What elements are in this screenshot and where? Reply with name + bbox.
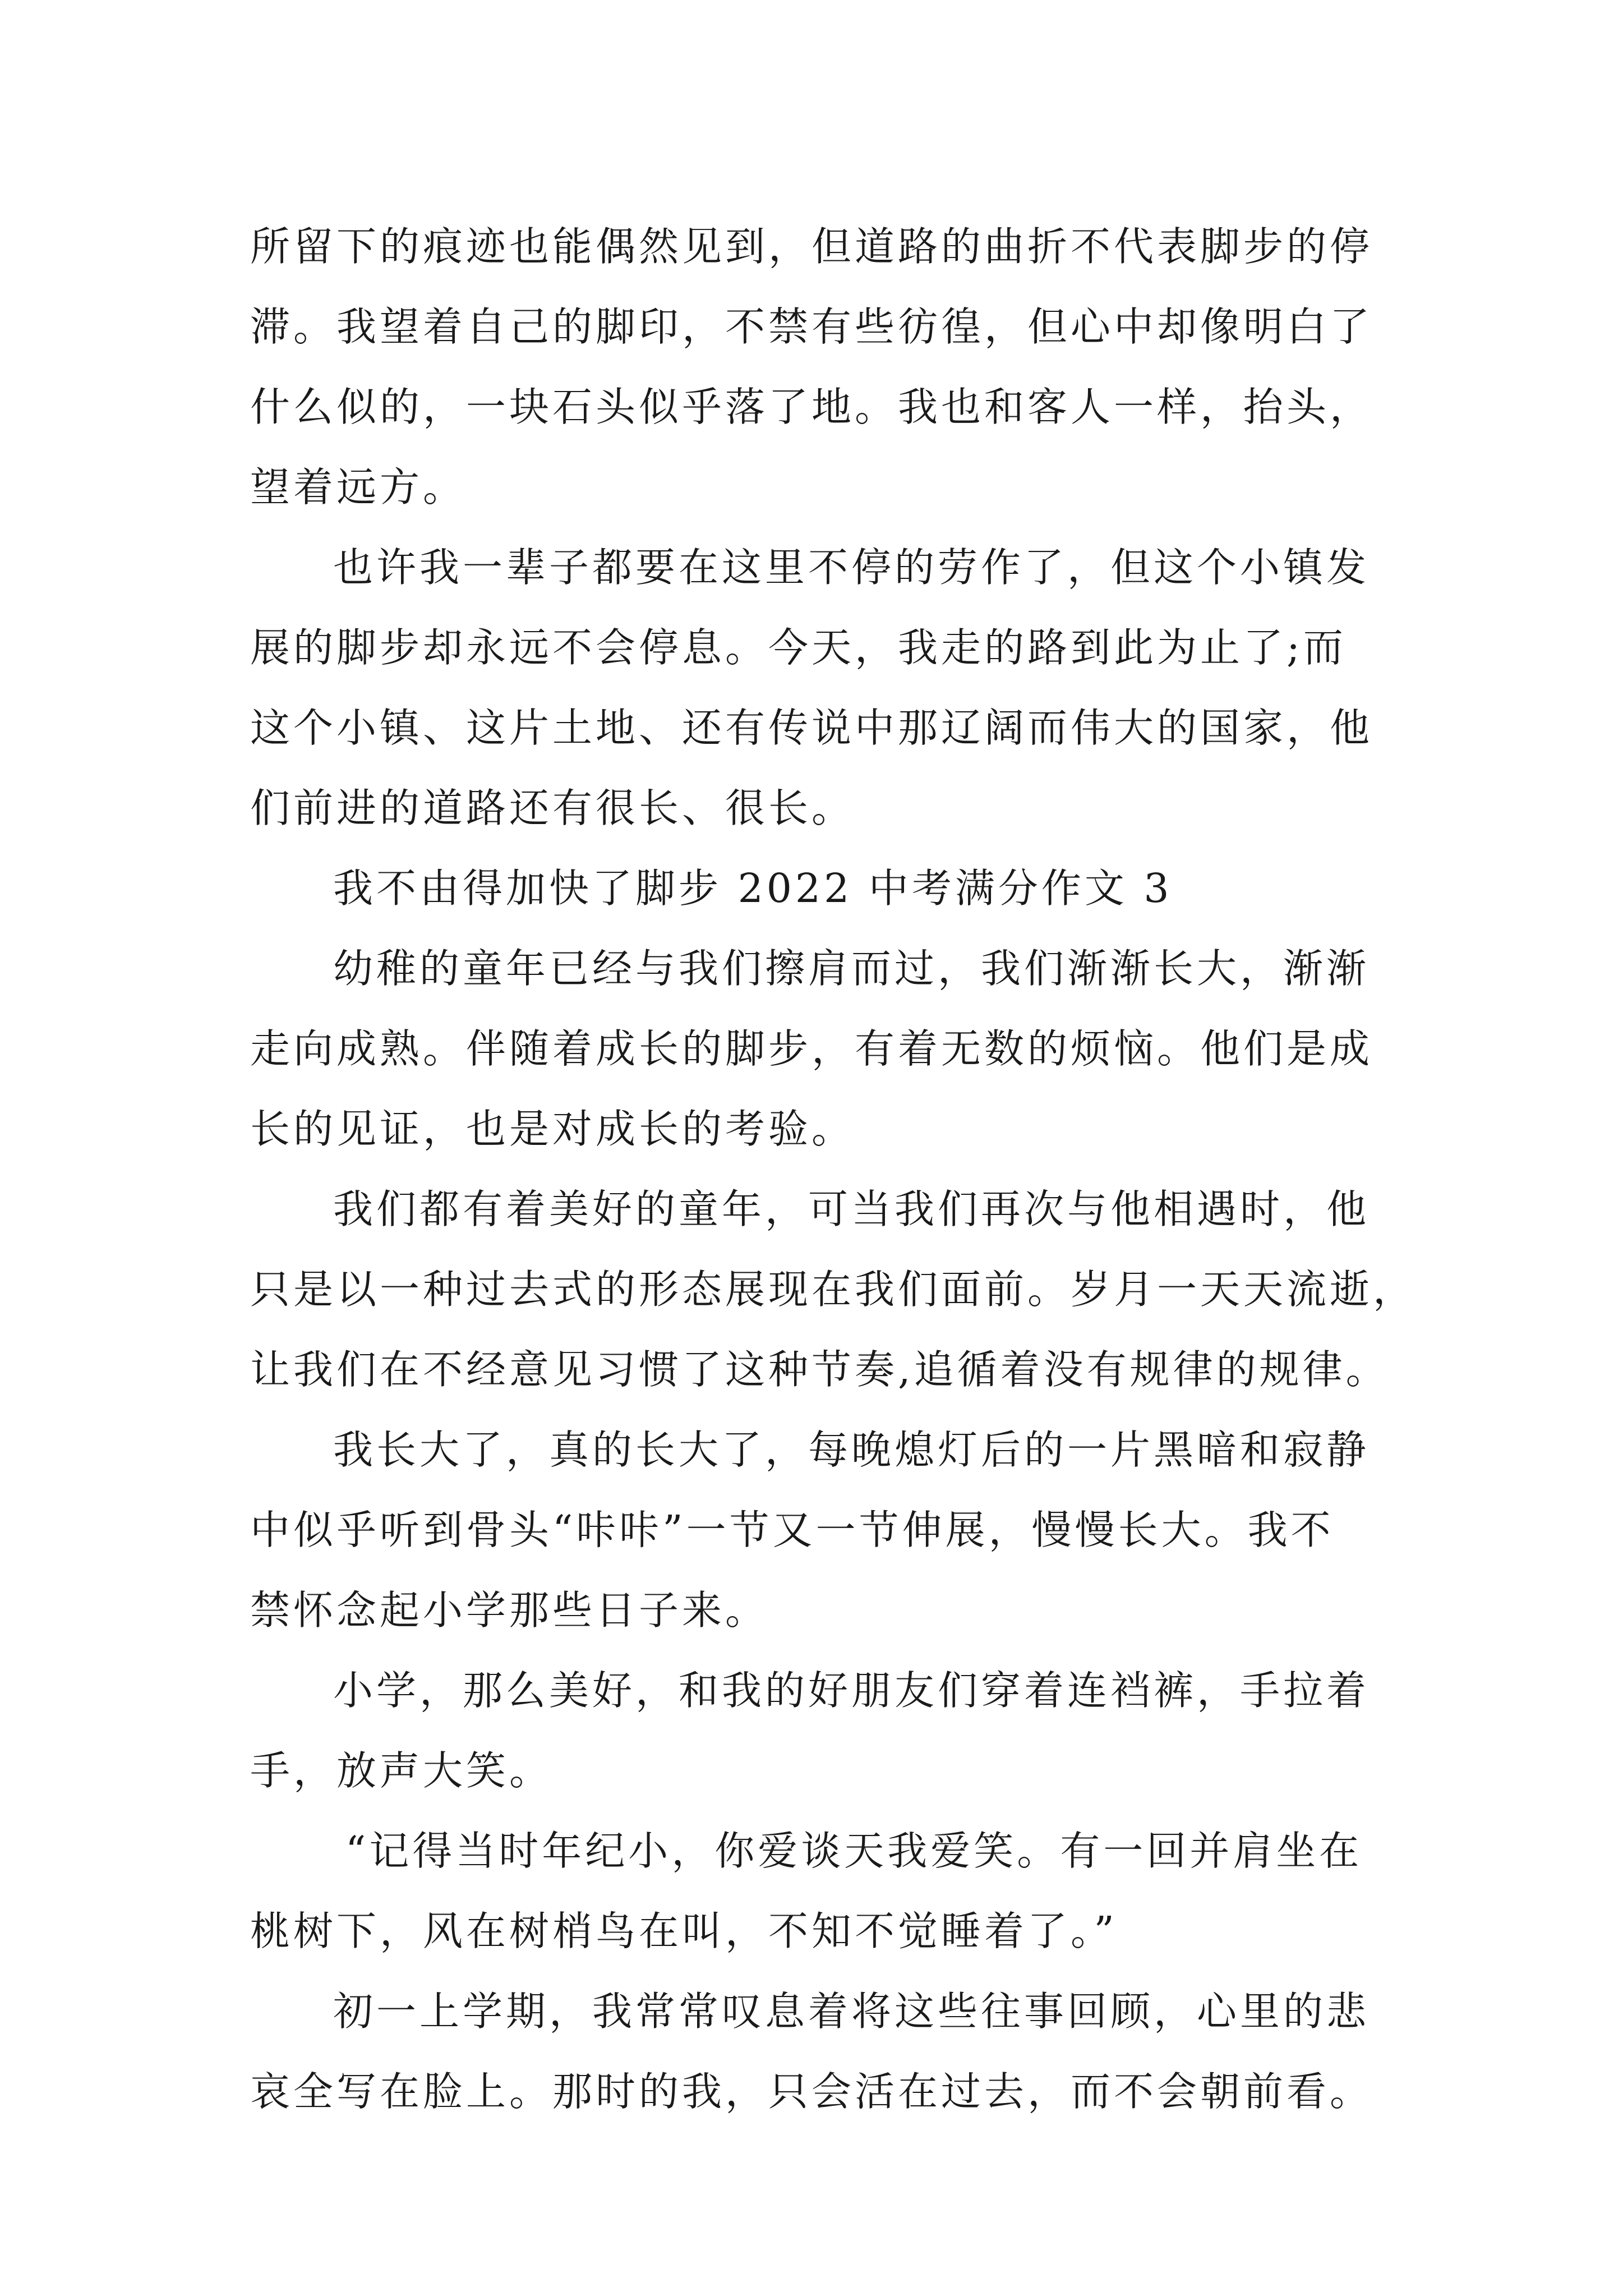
paragraph-4 [250,1169,1417,1410]
section-heading [250,848,1411,928]
text-line: 走向成熟。伴随着成长的脚步，有着无数的烦恼。他们是成 [250,1025,1373,1072]
text-line: 我长大了，真的长大了，每晚熄灯后的一片黑暗和寂静 [333,1427,1370,1473]
text-line: 只是以一种过去式的形态展现在我们面前。岁月一天天流逝， [250,1266,1417,1313]
text-line: 让我们在不经意见习惯了这种节奏,追循着没有规律的规律。 [250,1346,1389,1393]
body-text [250,206,1417,2132]
paragraph-5 [250,1410,1411,1650]
paragraph-1 [250,206,1411,527]
text-line: 哀全写在脸上。那时的我，只会活在过去，而不会朝前看。 [250,2068,1373,2115]
paragraph-6 [250,1650,1411,1811]
text-line: 长的见证，也是对成长的考验。 [250,1106,855,1152]
paragraph-8 [250,1971,1411,2132]
quote-paragraph [250,1811,1411,1971]
paragraph-3 [250,928,1411,1169]
heading-line: 我不由得加快了脚步 2022 中考满分作文 3 [333,865,1173,912]
text-line: 桃树下，风在树梢鸟在叫，不知不觉睡着了。” [250,1908,1118,1954]
text-line: 禁怀念起小学那些日子来。 [250,1587,769,1634]
text-line: 这个小镇、这片土地、还有传说中那辽阔而伟大的国家，他 [250,705,1373,751]
text-line: 我们都有着美好的童年，可当我们再次与他相遇时，他 [333,1186,1370,1232]
text-line: 什么似的，一块石头似乎落了地。我也和客人一样，抬头， [250,384,1373,430]
paragraph-2 [250,527,1411,848]
text-line: 滞。我望着自己的脚印，不禁有些彷徨，但心中却像明白了 [250,303,1373,350]
text-line: 望着远方。 [250,464,467,510]
text-line: 也许我一辈子都要在这里不停的劳作了，但这个小镇发 [333,544,1370,591]
text-line: 展的脚步却永远不会停息。今天，我走的路到此为止了;而 [250,624,1347,671]
text-line: 手，放声大笑。 [250,1747,553,1794]
text-line: 小学，那么美好，和我的好朋友们穿着连裆裤，手拉着 [333,1667,1370,1714]
text-line: 幼稚的童年已经与我们擦肩而过，我们渐渐长大，渐渐 [333,945,1370,992]
text-line: 所留下的痕迹也能偶然见到，但道路的曲折不代表脚步的停 [250,223,1373,270]
text-line: 们前进的道路还有很长、很长。 [250,785,855,831]
text-line: 初一上学期，我常常叹息着将这些往事回顾，心里的悲 [333,1988,1370,2035]
text-line: 中似乎听到骨头“咔咔”一节又一节伸展，慢慢长大。我不 [250,1507,1334,1553]
text-line: “记得当时年纪小，你爱谈天我爱笑。有一回并肩坐在 [345,1828,1363,1874]
